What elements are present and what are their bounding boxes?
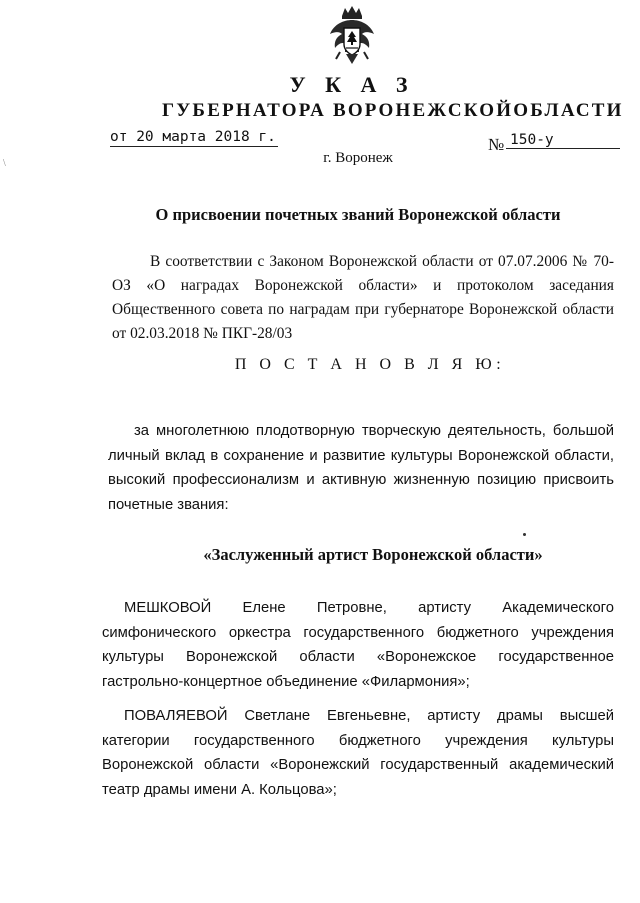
- number-label: №: [488, 135, 505, 154]
- document-heading: О присвоении почетных званий Воронежской области: [155, 205, 561, 224]
- voronezh-coat-of-arms-icon: [326, 4, 378, 68]
- document-type-title: У К А З: [289, 72, 415, 97]
- issuer-title: ГУБЕРНАТОРА ВОРОНЕЖСКОЙОБЛАСТИ: [162, 100, 624, 121]
- awardee-item: ПОВАЛЯЕВОЙ Светлане Евгеньевне, артисту драмы высшей категории государственного бюджетного учреждения культуры Воронежской области «Воронежский государственный академический театр драмы имени А. Кольцова»;: [102, 708, 614, 798]
- date-prefix: от: [110, 129, 128, 145]
- preamble-paragraph: В соответствии с Законом Воронежской области от 07.07.2006 № 70-ОЗ «О наградах Воронежской области» и протоколом заседания Общественного совета по наградам при губернаторе Воронежской области от 02.03.2018 № ПКГ-28/03: [112, 253, 614, 342]
- reason-paragraph: за многолетнюю плодотворную творческую деятельность, большой личный вклад в сохранение и развитие культуры Воронежской области, высокий профессионализм и активную жизненную позицию присвоить почетные звания:: [108, 423, 614, 513]
- date-value: 20 марта 2018 г.: [136, 129, 276, 145]
- document-number: 150-у: [506, 132, 620, 149]
- city: г. Воронеж: [323, 150, 393, 166]
- award-title: «Заслуженный артист Воронежской области»: [203, 545, 543, 564]
- scan-dot: [523, 533, 526, 536]
- awardee-item: МЕШКОВОЙ Елене Петровне, артисту Академического симфонического оркестра государственного бюджетного учреждения культуры Воронежской области «Воронежское государственное гастрольно-концертное объединение «Филармония»;: [102, 600, 614, 690]
- scan-mark: \: [3, 158, 6, 169]
- date-line: [110, 129, 278, 147]
- decree-word: П О С Т А Н О В Л Я Ю:: [234, 356, 506, 373]
